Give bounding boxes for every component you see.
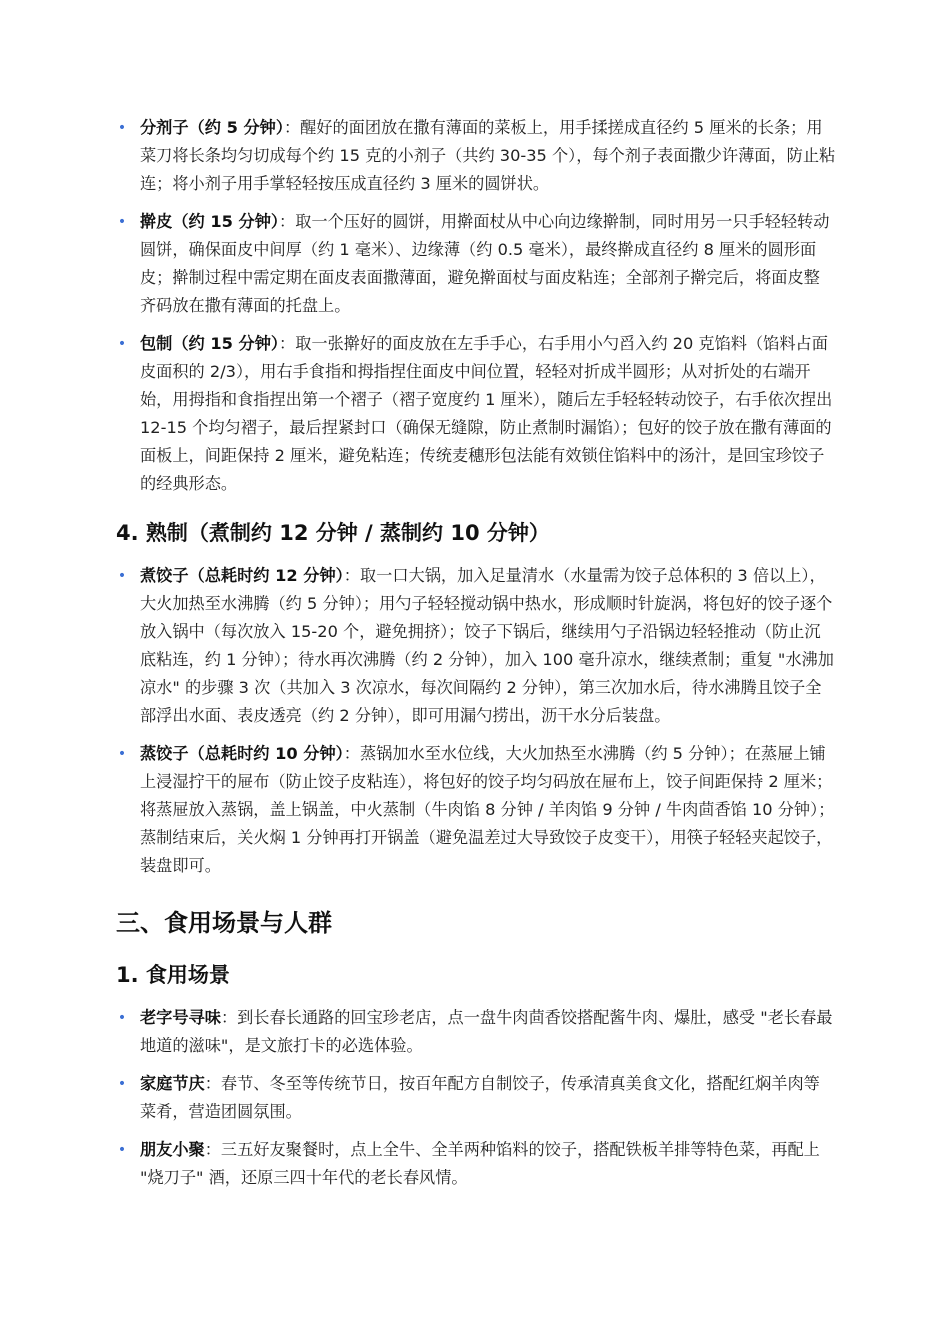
list-item-text: ：到长春长通路的回宝珍老店，点一盘牛肉茴香饺搭配酱牛肉、爆肚，感受 "老长春最地道的滋味"，是文旅打卡的必选体验。 (140, 1008, 833, 1055)
list-item-steam (116, 740, 836, 880)
step-list-cooking (116, 562, 836, 880)
list-item-family-festival (116, 1070, 836, 1126)
list-item-divide-dough (116, 114, 836, 198)
list-item-text: ：春节、冬至等传统节日，按百年配方自制饺子，传承清真美食文化，搭配红焖羊肉等菜肴，营造团圆氛围。 (140, 1074, 820, 1121)
heading-cooking: 4. 熟制（煮制约 12 分钟 / 蒸制约 10 分钟） (116, 521, 550, 545)
list-item-text: ：蒸锅加水至水位线，大火加热至水沸腾（约 5 分钟）；在蒸屉上铺上浸湿拧干的屉布（防止饺子皮粘连），将包好的饺子均匀码放在屉布上，饺子间距保持 2 厘米；将蒸屉放入蒸锅，盖上锅盖，中火蒸制（牛肉馅 8 分钟 / 羊肉馅 9 分钟 / 牛肉茴香馅 10 分钟）；蒸制结束后，关火焖 1 分钟再打开锅盖（避免温差过大导致饺子皮变干），用筷子轻轻夹起饺子，装盘即可。 (140, 744, 835, 875)
step-list-making (116, 114, 836, 498)
list-item-term: 朋友小聚 (140, 1140, 205, 1159)
bullet-icon: • (117, 214, 127, 230)
section-title-scenarios: 三、食用场景与人群 (116, 909, 332, 937)
bullet-icon: • (117, 1076, 127, 1092)
scenario-list (116, 1004, 836, 1192)
list-item-term: 老字号寻味 (140, 1008, 221, 1027)
list-item-term: 煮饺子（总耗时约 12 分钟） (140, 566, 344, 585)
list-item-text: ：取一口大锅，加入足量清水（水量需为饺子总体积的 3 倍以上），大火加热至水沸腾（约 5 分钟）；用勺子轻轻搅动锅中热水，形成顺时针旋涡，将包好的饺子逐个放入锅中（每次放入 15-20 个，避免拥挤）；饺子下锅后，继续用勺子沿锅边轻轻推动（防止沉底粘连，约 1 分钟）；待水再次沸腾（约 2 分钟），加入 100 毫升凉水，继续煮制；重复 "水沸加凉水" 的步骤 3 次（共加入 3 次凉水，每次间隔约 2 分钟），第三次加水后，待水沸腾且饺子全部浮出水面、表皮透亮（约 2 分钟），即可用漏勺捞出，沥干水分后装盘。 (140, 566, 834, 725)
heading-scenarios: 1. 食用场景 (116, 963, 230, 987)
bullet-icon: • (117, 1010, 127, 1026)
list-item-text: ：取一个压好的圆饼，用擀面杖从中心向边缘擀制，同时用另一只手轻轻转动圆饼，确保面皮中间厚（约 1 毫米）、边缘薄（约 0.5 毫米），最终擀成直径约 8 厘米的圆形面皮；擀制过程中需定期在面皮表面撒薄面，避免擀面杖与面皮粘连；全部剂子擀完后，将面皮整齐码放在撒有薄面的托盘上。 (140, 212, 830, 315)
list-item-term: 家庭节庆 (140, 1074, 205, 1093)
list-item-term: 擀皮（约 15 分钟） (140, 212, 280, 231)
list-item-text: ：取一张擀好的面皮放在左手手心，右手用小勺舀入约 20 克馅料（馅料占面皮面积的 2/3），用右手食指和拇指捏住面皮中间位置，轻轻对折成半圆形；从对折处的右端开始，用拇指和食指捏出第一个褶子（褶子宽度约 1 厘米），随后左手轻轻转动饺子，右手依次捏出 12-15 个均匀褶子，最后捏紧封口（确保无缝隙，防止煮制时漏馅）；包好的饺子放在撒有薄面的面板上，间距保持 2 厘米，避免粘连；传统麦穗形包法能有效锁住馅料中的汤汁，是回宝珍饺子的经典形态。 (140, 334, 833, 493)
list-item-old-brand (116, 1004, 836, 1060)
list-item-boil (116, 562, 836, 730)
list-item-friends-gathering (116, 1136, 836, 1192)
list-item-text: ：醒好的面团放在撒有薄面的菜板上，用手揉搓成直径约 5 厘米的长条；用菜刀将长条均匀切成每个约 15 克的小剂子（共约 30-35 个），每个剂子表面撒少许薄面，防止粘连；将小剂子用手掌轻轻按压成直径约 3 厘米的圆饼状。 (140, 118, 836, 193)
bullet-icon: • (117, 746, 127, 762)
list-item-roll-wrapper (116, 208, 836, 320)
list-item-wrap (116, 330, 836, 498)
list-item-term: 蒸饺子（总耗时约 10 分钟） (140, 744, 344, 763)
bullet-icon: • (117, 568, 127, 584)
bullet-icon: • (117, 336, 127, 352)
list-item-term: 分剂子（约 5 分钟） (140, 118, 284, 137)
list-item-text: ：三五好友聚餐时，点上全牛、全羊两种馅料的饺子，搭配铁板羊排等特色菜，再配上 "烧刀子" 酒，还原三四十年代的老长春风情。 (140, 1140, 820, 1187)
bullet-icon: • (117, 1142, 127, 1158)
list-item-term: 包制（约 15 分钟） (140, 334, 280, 353)
bullet-icon: • (117, 120, 127, 136)
